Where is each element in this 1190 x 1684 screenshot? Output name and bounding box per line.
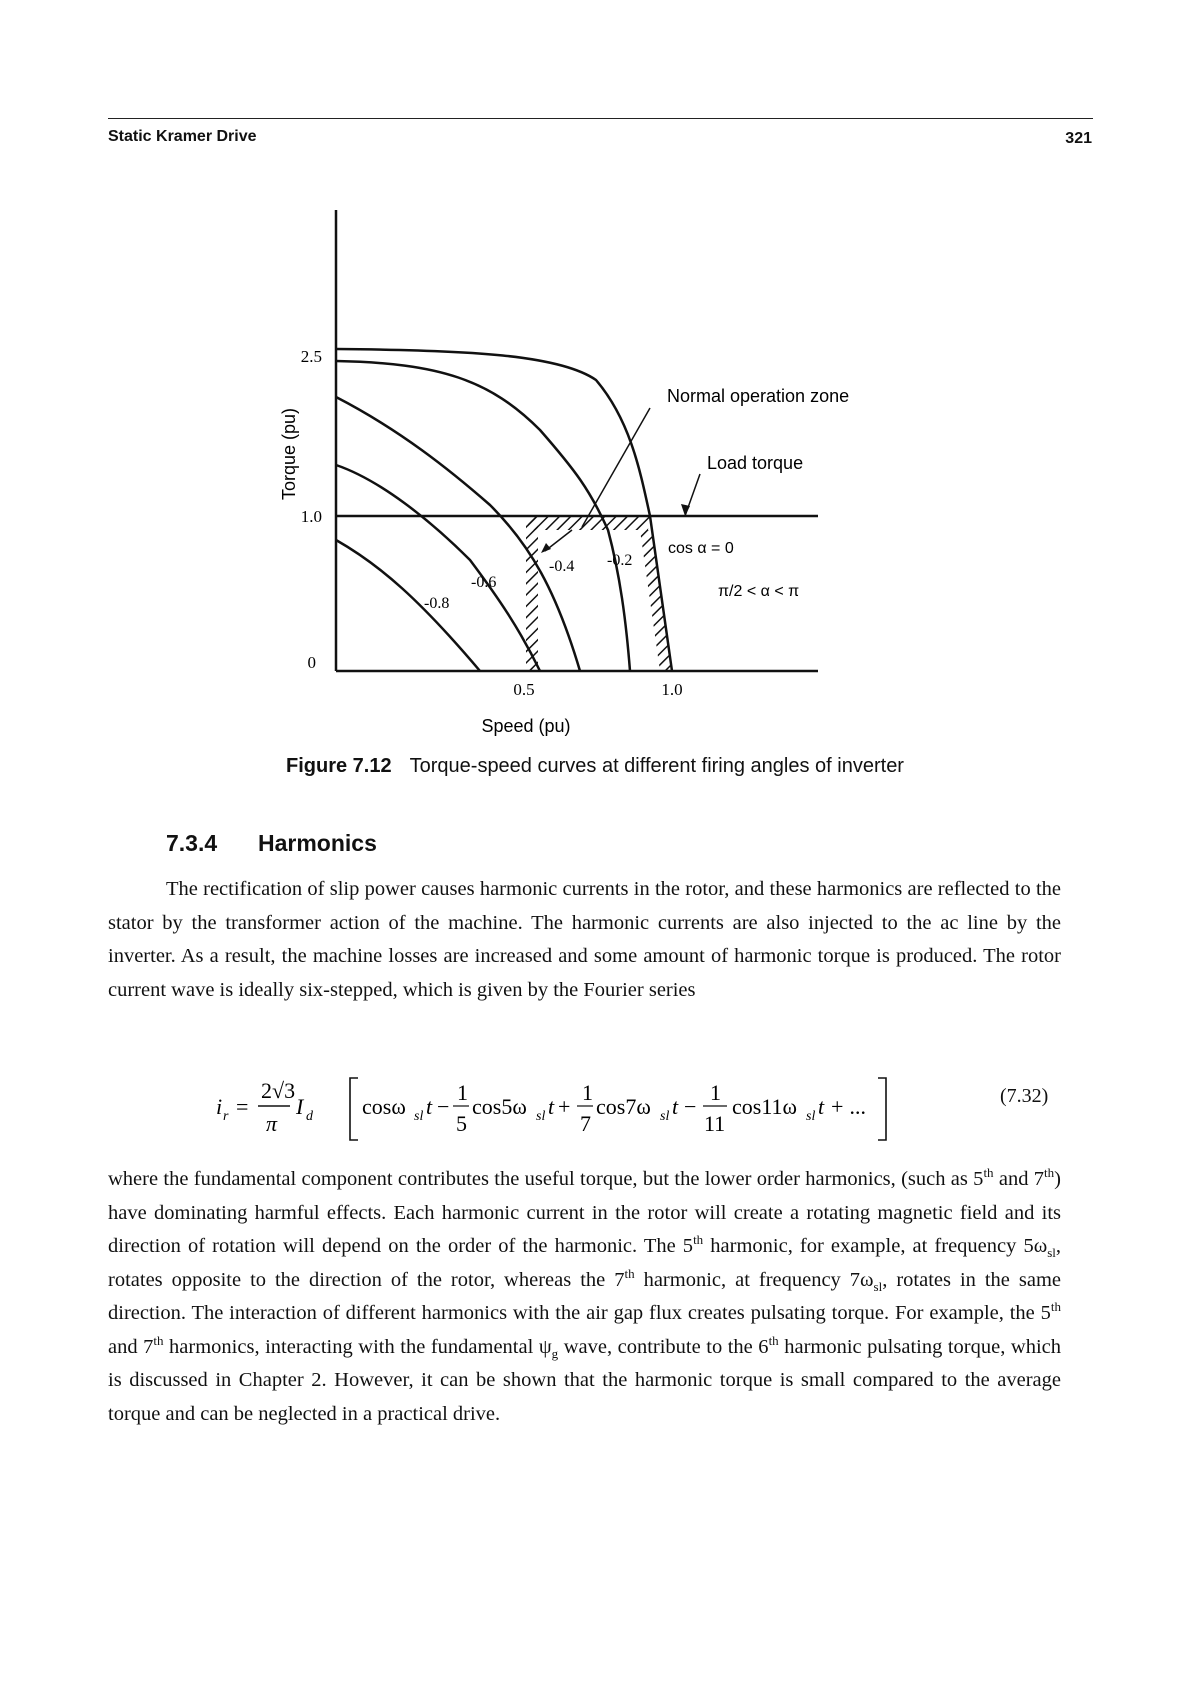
eq-term3: cos7ω [596, 1094, 651, 1119]
eq-current-sub: d [306, 1109, 313, 1124]
eq-term1: cosω [362, 1094, 406, 1119]
section-title: Harmonics [258, 830, 377, 856]
eq-equals: = [236, 1094, 249, 1119]
y-tick-2.5: 2.5 [300, 347, 322, 366]
eq-frac11-den: 11 [704, 1111, 726, 1136]
p2-i: harmonics, interacting with the fundamental ψ [163, 1335, 552, 1358]
p2-sup-6: th [153, 1332, 164, 1348]
eq-term4: cos11ω [732, 1094, 797, 1119]
curves [336, 349, 672, 671]
eq-tail: t + ... [818, 1094, 867, 1119]
x-axis-title: Speed (pu) [481, 716, 571, 736]
curve-label-0.2: -0.2 [607, 552, 633, 569]
normal-zone-label: Normal operation zone [667, 386, 850, 406]
eq-right-bracket [878, 1078, 886, 1140]
p2-sup-4: th [624, 1265, 635, 1281]
p2-k: harmonic pulsating torque, which is discussed in Chapter 2. However, it can be shown that the harmonic torque is small compared to the average torque and can be neglected in a practical drive. [108, 1335, 1061, 1425]
p2-h: and 7 [108, 1335, 154, 1358]
eq-frac11-num: 1 [710, 1080, 721, 1105]
p2-g: , rotates in the same direction. The interaction of different harmonics with the air gap flux creates pulsating torque. For example, the 5 [108, 1268, 1062, 1324]
curve-0.8 [336, 540, 480, 671]
eq-left-bracket [350, 1078, 358, 1140]
p2-sup-2: th [1044, 1165, 1055, 1181]
curve-label-0.8: -0.8 [424, 595, 450, 612]
y-axis-title: Torque (pu) [279, 407, 299, 501]
eq-term4-sub: sl [806, 1109, 816, 1124]
header-rule [108, 118, 1093, 119]
p2-sub-2: sl [873, 1278, 883, 1294]
torque-speed-figure [0, 190, 1190, 750]
p2-f: harmonic, at frequency 7ω [634, 1268, 874, 1291]
y-tick-0: 0 [307, 653, 316, 672]
eq-term1-t: t [426, 1094, 433, 1119]
figure-number: Figure 7.12 [286, 755, 392, 777]
p2-c: ) have dominating harmful effects. Each harmonic current in the rotor will create a rotating magnetic field and its direction of rotation will depend on the order of the harmonic. The 5 [108, 1168, 1061, 1257]
eq-frac5-num: 1 [457, 1080, 468, 1105]
p2-b: and 7 [993, 1168, 1045, 1190]
eq-lhs: i [216, 1094, 223, 1119]
running-title: Static Kramer Drive [108, 128, 257, 145]
eq-frac7-num: 1 [582, 1080, 593, 1105]
paragraph-2 [108, 1163, 1061, 1431]
section-heading [166, 830, 377, 857]
p2-j: wave, contribute to the 6 [558, 1335, 769, 1358]
eq-current: I [296, 1094, 304, 1119]
p2-sub-3: g [551, 1345, 559, 1361]
cos-alpha-label: cos α = 0 [668, 540, 734, 557]
p2-sup-3: th [693, 1232, 704, 1248]
eq-minus-2: − [684, 1094, 697, 1119]
x-tick-1.0: 1.0 [661, 680, 683, 699]
curve-0.4-arrowhead [541, 543, 551, 553]
p2-d: harmonic, for example, at frequency 5ω [703, 1235, 1048, 1257]
p2-e: , rotates opposite to the direction of the rotor, whereas the 7 [108, 1235, 1062, 1291]
curve-cos-alpha-0 [336, 349, 672, 671]
eq-minus-1: − [437, 1094, 450, 1119]
eq-term2-sub: sl [536, 1109, 546, 1124]
eq-frac7-den: 7 [580, 1111, 591, 1136]
p2-sup-1: th [983, 1165, 994, 1181]
p2-sub-1: sl [1047, 1245, 1056, 1261]
curve-0.6 [336, 465, 540, 671]
eq-term3-sub: sl [660, 1109, 670, 1124]
p2-a: where the fundamental component contributes the useful torque, but the lower order harmonics, (such as 5 [108, 1168, 984, 1190]
eq-term1-sub: sl [414, 1109, 424, 1124]
eq-plus-1: + [558, 1094, 571, 1119]
section-number: 7.3.4 [166, 830, 218, 856]
normal-zone-hatch-top [528, 516, 650, 530]
paragraph-1: The rectification of slip power causes harmonic currents in the rotor, and these harmonics are reflected to the stator by the transformer action of the machine. The harmonic currents are also injected to the ac line by the inverter. As a result, the machine losses are increased and some amount of harmonic torque is produced. The rotor current wave is ideally six-stepped, which is given by the Fourier series [108, 878, 1061, 1001]
eq-coef-num: 2√3 [261, 1078, 296, 1103]
alpha-range-label: π/2 < α < π [718, 583, 800, 600]
equation-number: (7.32) [1000, 1085, 1049, 1107]
page-number: 321 [1065, 130, 1092, 147]
y-tick-1.0: 1.0 [300, 507, 322, 526]
load-torque-arrowhead [681, 504, 690, 516]
eq-lhs-sub: r [223, 1109, 229, 1124]
load-torque-label: Load torque [707, 453, 804, 473]
eq-coef-den: π [266, 1111, 278, 1136]
x-tick-0.5: 0.5 [513, 680, 535, 699]
p2-sup-5: th [1050, 1299, 1061, 1315]
figure-caption-text: Torque-speed curves at different firing angles of inverter [409, 755, 904, 777]
eq-term2: cos5ω [472, 1094, 527, 1119]
curve-label-0.4: -0.4 [549, 558, 575, 575]
figure-caption [0, 755, 1190, 778]
curve-label-0.6: -0.6 [471, 574, 497, 591]
eq-term3-t: t [672, 1094, 679, 1119]
eq-term2-t: t [548, 1094, 555, 1119]
curve-0.4 [336, 397, 580, 671]
eq-frac5-den: 5 [456, 1111, 467, 1136]
p2-sup-7: th [768, 1332, 779, 1348]
equation-7-32 [0, 1065, 1190, 1155]
